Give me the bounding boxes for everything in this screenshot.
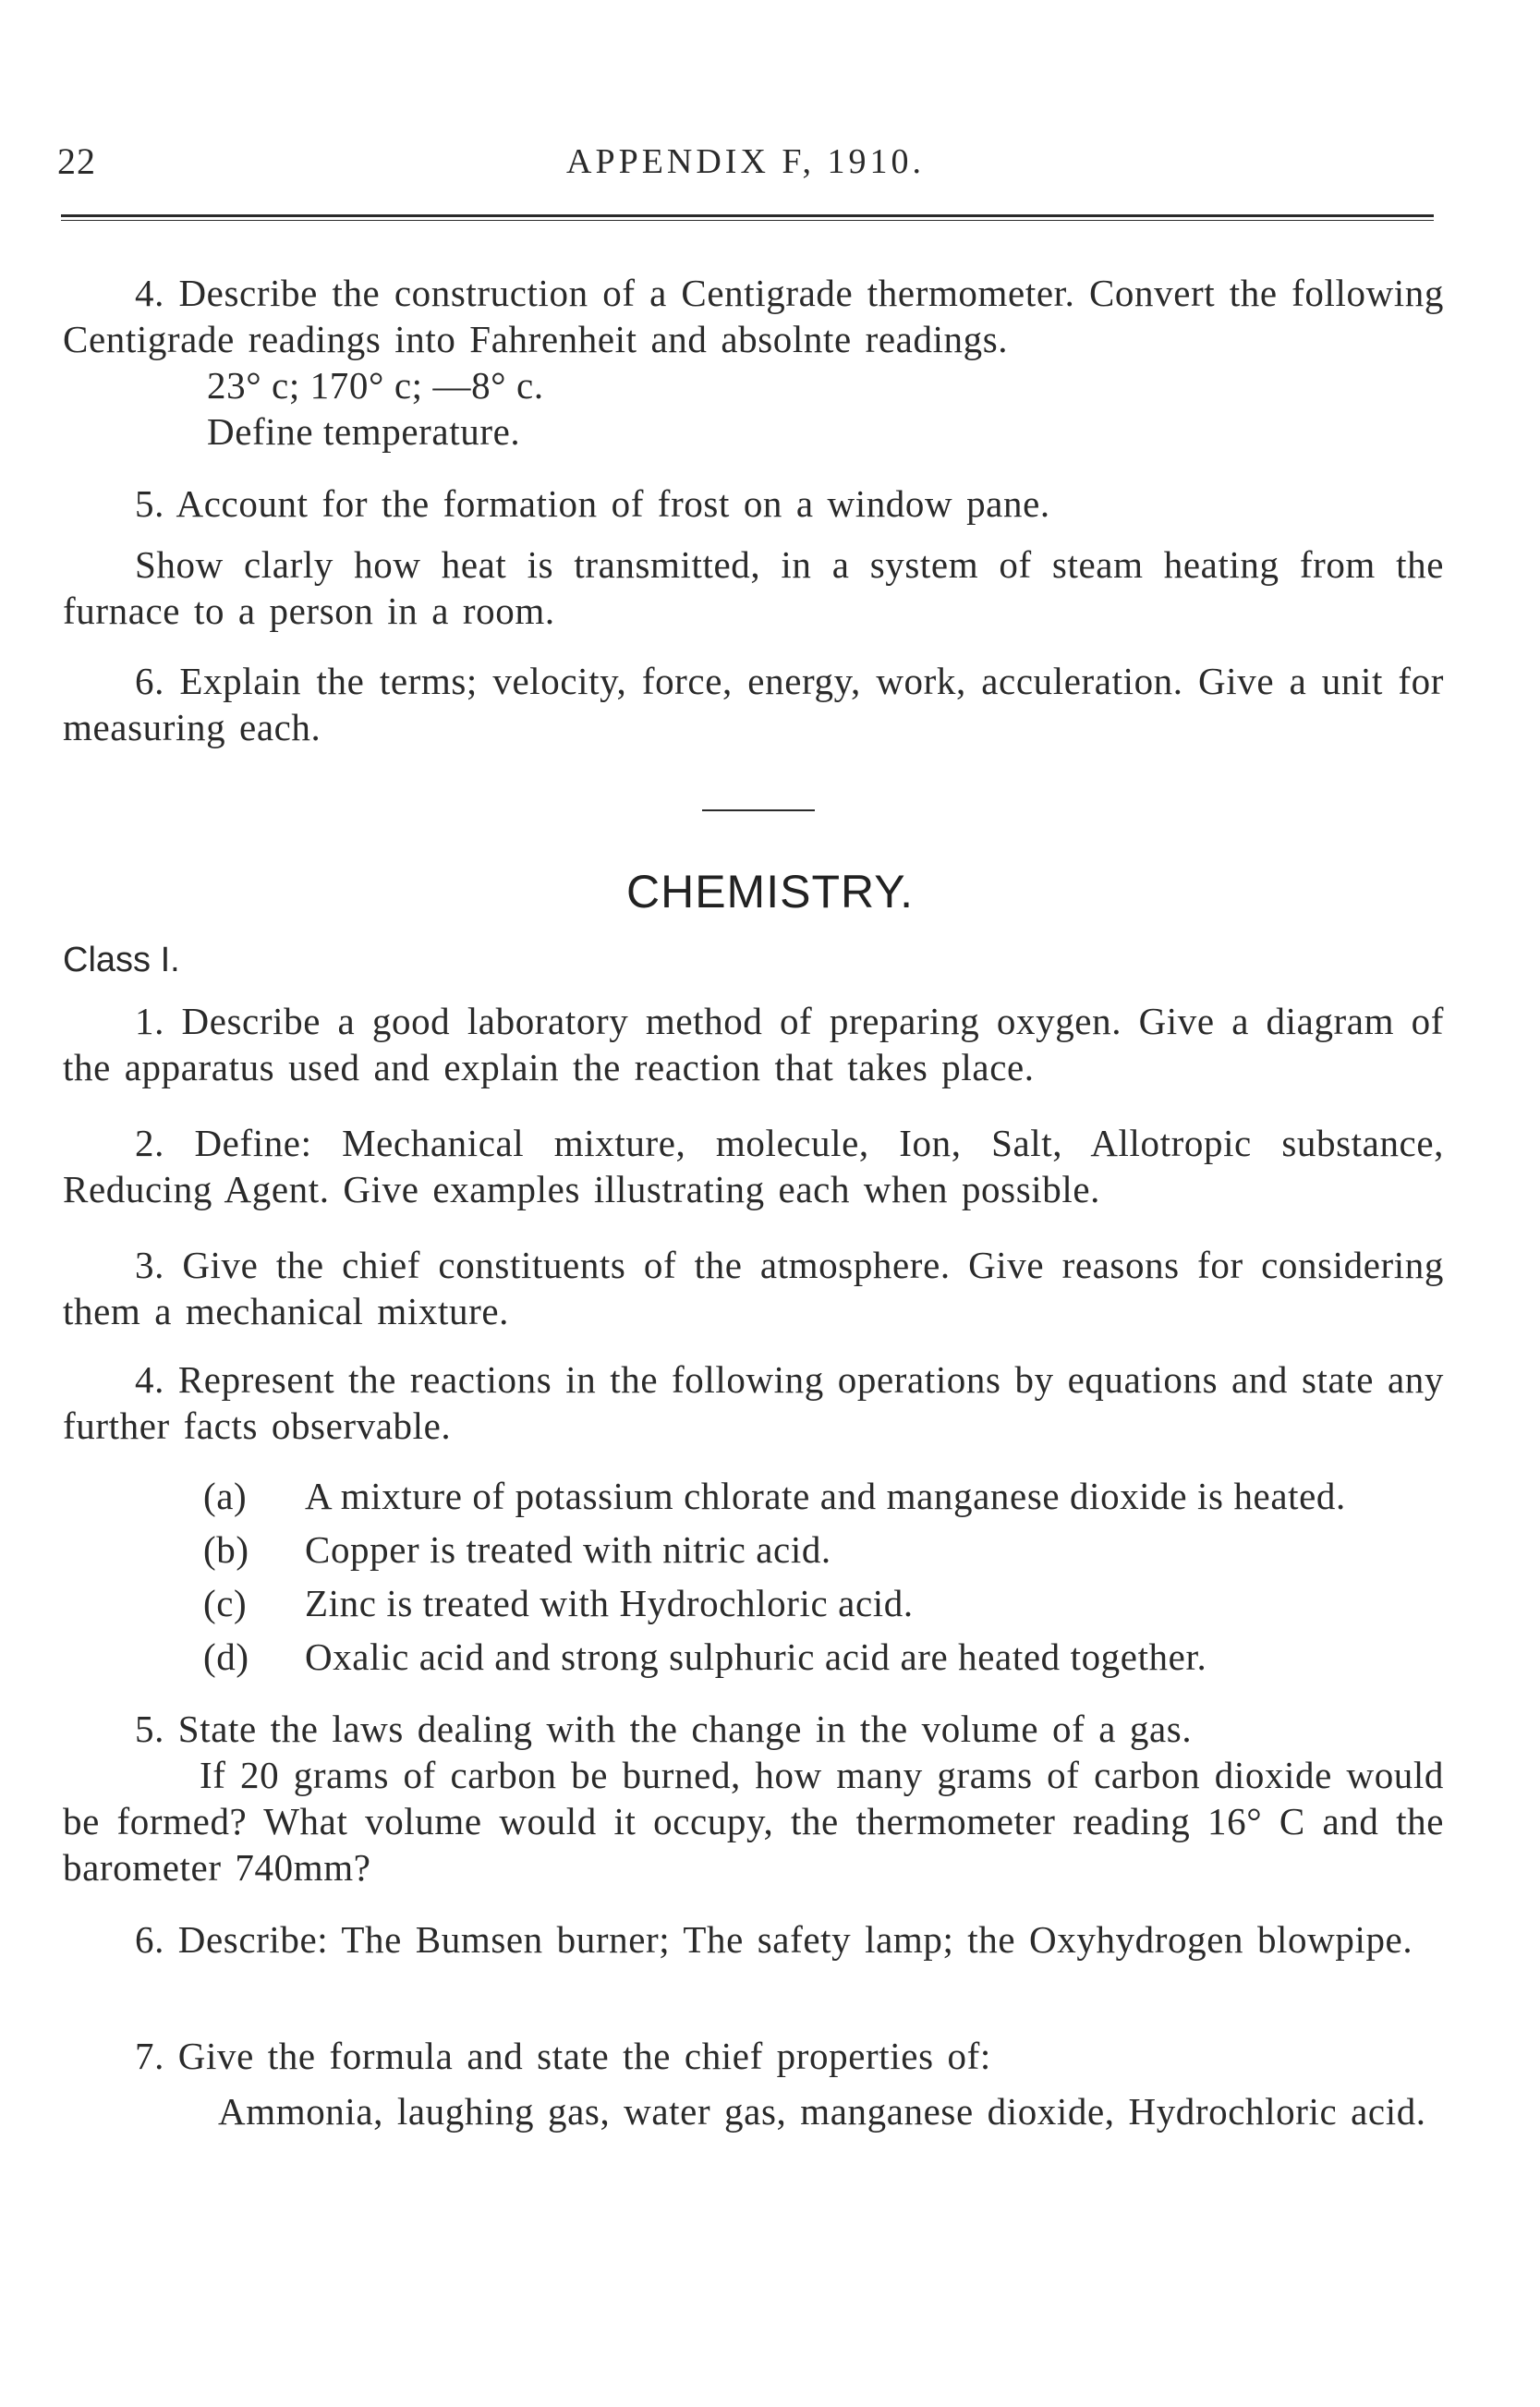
- chem-question-4: [63, 1356, 1444, 1680]
- sub-item-text: A mixture of potassium chlorate and manganese dioxide is heated.: [305, 1475, 1346, 1517]
- question-text-continued: If 20 grams of carbon be burned, how many grams of carbon dioxide would be formed? What volume would it occupy, the thermometer reading 16° C and the barometer 740mm?: [63, 1754, 1444, 1889]
- question-text: 6. Explain the terms; velocity, force, energy, work, acculeration. Give a unit for measuring each.: [63, 660, 1444, 748]
- chem-question-3: [63, 1242, 1444, 1334]
- section-divider: [702, 809, 815, 811]
- question-text: 1. Describe a good laboratory method of preparing oxygen. Give a diagram of the apparatus used and explain the reaction that takes place.: [63, 1000, 1444, 1088]
- question-4: [63, 270, 1444, 455]
- readings: 23° c; 170° c; —8° c.: [207, 364, 544, 407]
- question-6: [63, 658, 1444, 750]
- sub-item-text: Copper is treated with nitric acid.: [305, 1528, 831, 1571]
- sub-item-label: (a): [203, 1475, 248, 1517]
- question-text-continued: Show clarly how heat is transmitted, in a system of steam heating from the furnace to a person in a room.: [63, 543, 1444, 632]
- header-rule: [61, 214, 1434, 221]
- question-text: 3. Give the chief constituents of the atmosphere. Give reasons for considering them a mechanical mixture.: [63, 1244, 1444, 1332]
- sub-item-label: (b): [203, 1528, 249, 1571]
- running-head: [57, 139, 1434, 185]
- question-text-continued: Ammonia, laughing gas, water gas, manganese dioxide, Hydrochloric acid.: [218, 2090, 1426, 2133]
- chem-question-6: [63, 1916, 1444, 1963]
- class-label: Class I.: [63, 941, 180, 979]
- chem-question-2: [63, 1120, 1444, 1212]
- section-heading: CHEMISTRY.: [625, 866, 914, 918]
- sub-item: [63, 1473, 1444, 1519]
- sub-item-label: (c): [203, 1582, 248, 1624]
- question-text: 5. State the laws dealing with the change in the volume of a gas.: [135, 1708, 1193, 1750]
- question-text: 2. Define: Mechanical mixture, molecule, Ion, Salt, Allotropic substance, Reducing Agent. Give examples illustrating each when possible.: [63, 1122, 1444, 1210]
- chem-question-7: [63, 2033, 1444, 2134]
- sub-item-label: (d): [203, 1635, 249, 1678]
- sub-item: [63, 1580, 1444, 1626]
- running-title: APPENDIX F, 1910.: [566, 142, 925, 181]
- question-text: 7. Give the formula and state the chief properties of:: [135, 2035, 991, 2077]
- sub-item-list: [63, 1473, 1444, 1680]
- chem-question-5: [63, 1706, 1444, 1890]
- sub-item-text: Zinc is treated with Hydrochloric acid.: [305, 1582, 914, 1624]
- question-text: 5. Account for the formation of frost on a window pane.: [135, 482, 1050, 525]
- question-text: 4. Represent the reactions in the following operations by equations and state any further facts observable.: [63, 1358, 1444, 1447]
- question-text: 6. Describe: The Bumsen burner; The safety lamp; the Oxyhydrogen blowpipe.: [135, 1918, 1413, 1961]
- define-line: Define temperature.: [207, 410, 521, 453]
- question-5: [63, 480, 1444, 634]
- sub-item: [63, 1634, 1444, 1680]
- sub-item: [63, 1526, 1444, 1573]
- question-text: 4. Describe the construction of a Centigrade thermometer. Convert the following Centigrade readings into Fahrenheit and absolnte readings.: [63, 272, 1444, 360]
- chem-question-1: [63, 998, 1444, 1090]
- sub-item-text: Oxalic acid and strong sulphuric acid are heated together.: [305, 1635, 1207, 1678]
- page-number: 22: [57, 140, 96, 182]
